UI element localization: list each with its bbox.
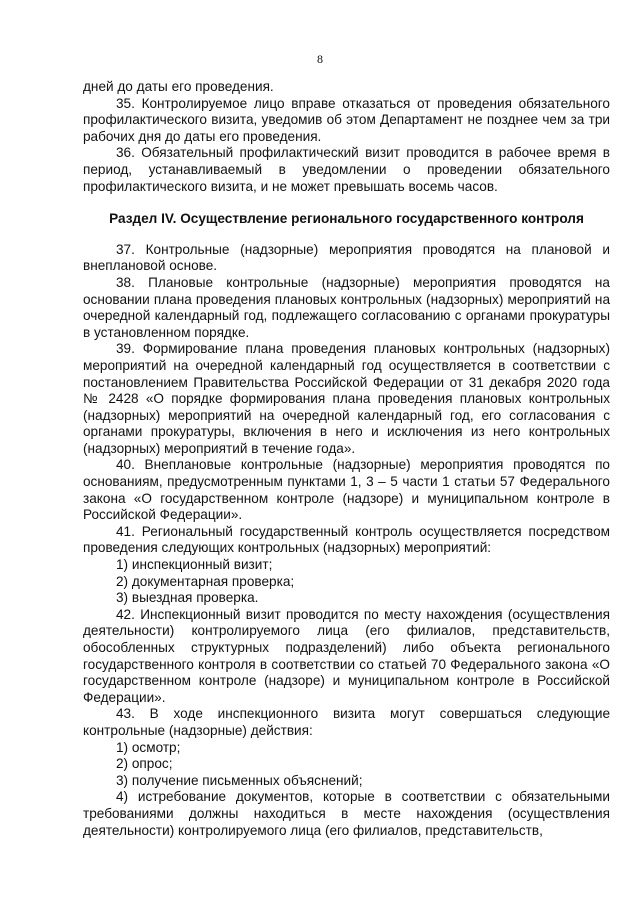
paragraph-41: 41. Региональный государственный контроль осуществляется посредством проведения следующих контрольных (надзорных) мероприятий: xyxy=(83,523,610,556)
paragraph-40: 40. Внеплановые контрольные (надзорные) мероприятия проводятся по основаниям, предусмотренным пунктами 1, 3 – 5 части 1 статьи 57 Федерального закона «О государственном контроле (надзоре) и муниципальном контроле в Российской Федерации». xyxy=(83,457,610,523)
paragraph-35: 35. Контролируемое лицо вправе отказаться от проведения обязательного профилактического визита, уведомив об этом Департамент не позднее чем за три рабочих дня до даты его проведения. xyxy=(83,95,610,144)
list-item: 2) опрос; xyxy=(116,756,173,772)
paragraph-43: 43. В ходе инспекционного визита могут совершаться следующие контрольные (надзорные) действия: xyxy=(83,706,610,738)
list-item: 3) выездная проверка. xyxy=(116,590,259,606)
paragraph-42: 42. Инспекционный визит проводится по месту нахождения (осуществления деятельности) контролируемого лица (его филиалов, представительств, обособленных структурных подразделений) либо объекта регионального государственного контроля в соответствии со статьей 70 Федерального закона «О государственном контроле (надзоре) и муниципальном контроле в Российской Федерации». xyxy=(83,606,610,705)
paragraphs-before-heading xyxy=(83,79,610,195)
document-body xyxy=(83,79,610,839)
paragraph-continuation: дней до даты его проведения. xyxy=(83,79,274,94)
paragraph-36: 36. Обязательный профилактический визит проводится в рабочее время в период, устанавливаемый в уведомлении о проведении обязательного профилактического визита, и не может превышать восемь часов. xyxy=(83,145,610,194)
list-item: 1) осмотр; xyxy=(116,739,181,755)
list-item: 1) инспекционный визит; xyxy=(116,557,273,573)
page-number: 8 xyxy=(317,52,323,66)
paragraph-39: 39. Формирование плана проведения плановых контрольных (надзорных) мероприятий на очередной календарный год осуществляется в соответствии с постановлением Правительства Российской Федерации от 31 декабря 2020 года № 2428 «О порядке формирования плана проведения плановых контрольных (надзорных) мероприятий на очередной календарный год, его согласования с органами прокуратуры, включения в него и исключения из него контрольных (надзорных) мероприятий в течение года». xyxy=(83,341,610,456)
list-item: 2) документарная проверка; xyxy=(116,573,295,589)
paragraph-38: 38. Плановые контрольные (надзорные) мероприятия проводятся на основании плана проведения плановых контрольных (надзорных) мероприятий на очередной календарный год, подлежащего согласованию с органами прокуратуры в установленном порядке. xyxy=(83,274,610,340)
list-item: 3) получение письменных объяснений; xyxy=(116,772,363,788)
paragraph-37: 37. Контрольные (надзорные) мероприятия проводятся на плановой и внеплановой основе. xyxy=(83,241,610,274)
paragraph-43-item-4: 4) истребование документов, которые в соответствии с обязательными требованиями должны находиться в месте нахождения (осуществления деятельности) контролируемого лица (его филиалов, представительств, xyxy=(83,789,610,838)
paragraphs-after-heading xyxy=(83,242,610,839)
section-heading: Раздел IV. Осуществление регионального государственного контроля xyxy=(109,211,584,227)
